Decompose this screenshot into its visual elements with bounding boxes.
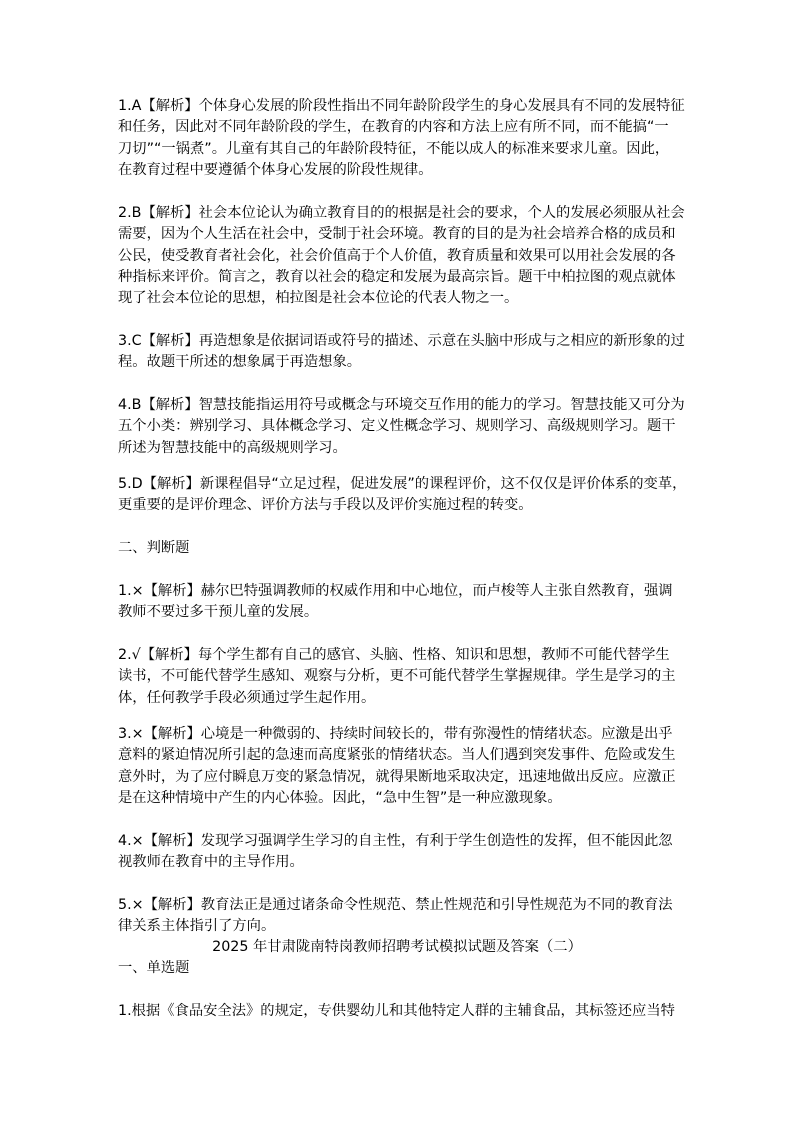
- text-line: 1.A【解析】个体身心发展的阶段性指出不同年龄阶段学生的身心发展具有不同的发展特征: [118, 98, 685, 114]
- text-line: 五个小类：辨别学习、具体概念学习、定义性概念学习、规则学习、高级规则学习。题干: [118, 418, 676, 434]
- text-line: 二、判断题: [118, 540, 190, 556]
- text-line: 2025 年甘肃陇南特岗教师招聘考试模拟试题及答案（二）: [212, 939, 582, 955]
- text-line: 公民，使受教育者社会化，社会价值高于个人价值，教育质量和效果可以用社会发展的各: [118, 248, 676, 264]
- text-line: 程。故题干所述的想象属于再造想象。: [118, 354, 362, 370]
- text-line: 2.√【解析】每个学生都有自己的感官、头脑、性格、知识和思想，教师不可能代替学生: [118, 647, 670, 663]
- text-line: 4.×【解析】发现学习强调学生学习的自主性，有利于学生创造性的发挥，但不能因此忽: [118, 833, 673, 849]
- text-line: 是在这种情境中产生的内心体验。因此，“急中生智”是一种应激现象。: [118, 790, 562, 806]
- text-line: 教师不要过多干预儿童的发展。: [118, 604, 319, 620]
- text-line: 种指标来评价。简言之，教育以社会的稳定和发展为最高宗旨。题干中柏拉图的观点就体: [118, 269, 676, 285]
- text-line: 更重要的是评价理念、评价方法与手段以及评价实施过程的转变。: [118, 497, 533, 513]
- text-line: 5.D【解析】新课程倡导“立足过程，促进发展”的课程评价，这不仅仅是评价体系的变革，: [118, 476, 687, 492]
- text-line: 律关系主体指引了方向。: [118, 918, 276, 934]
- text-line: 现了社会本位论的思想，柏拉图是社会本位论的代表人物之一。: [118, 290, 519, 306]
- text-line: 3.C【解析】再造想象是依据词语或符号的描述、示意在头脑中形成与之相应的新形象的过: [118, 333, 685, 349]
- text-line: 3.×【解析】心境是一种微弱的、持续时间较长的，带有弥漫性的情绪状态。应激是出乎: [118, 726, 673, 742]
- text-line: 读书，不可能代替学生感知、观察与分析，更不可能代替学生掌握规律。学生是学习的主: [118, 668, 676, 684]
- text-line: 5.×【解析】教育法正是通过诸条命令性规范、禁止性规范和引导性规范为不同的教育法: [118, 897, 673, 913]
- text-line: 在教育过程中要遵循个体身心发展的阶段性规律。: [118, 162, 433, 178]
- text-line: 1.根据《食品安全法》的规定，专供婴幼儿和其他特定人群的主辅食品，其标签还应当特: [118, 1003, 675, 1019]
- text-line: 意外时，为了应付瞬息万变的紧急情况，就得果断地采取决定，迅速地做出反应。应激正: [118, 769, 676, 785]
- text-line: 意料的紧迫情况所引起的急速而高度紧张的情绪状态。当人们遇到突发事件、危险或发生: [118, 747, 676, 763]
- text-line: 所述为智慧技能中的高级规则学习。: [118, 440, 347, 456]
- text-line: 需要，因为个人生活在社会中，受制于社会环境。教育的目的是为社会培养合格的成员和: [118, 226, 676, 242]
- text-line: 视教师在教育中的主导作用。: [118, 854, 304, 870]
- text-line: 一、单选题: [118, 960, 190, 976]
- text-line: 和任务，因此对不同年龄阶段的学生，在教育的内容和方法上应有所不同，而不能搞“一: [118, 119, 669, 135]
- text-line: 1.×【解析】赫尔巴特强调教师的权威作用和中心地位，而卢梭等人主张自然教育，强调: [118, 583, 673, 599]
- text-line: 刀切”“一锅煮”。儿童有其自己的年龄阶段特征，不能以成人的标准来要求儿童。因此，: [118, 141, 670, 157]
- text-line: 4.B【解析】智慧技能指运用符号或概念与环境交互作用的能力的学习。智慧技能又可分为: [118, 397, 685, 413]
- text-line: 2.B【解析】社会本位论认为确立教育目的的根据是社会的要求，个人的发展必须服从社会: [118, 205, 685, 221]
- text-line: 体，任何教学手段必须通过学生起作用。: [118, 690, 376, 706]
